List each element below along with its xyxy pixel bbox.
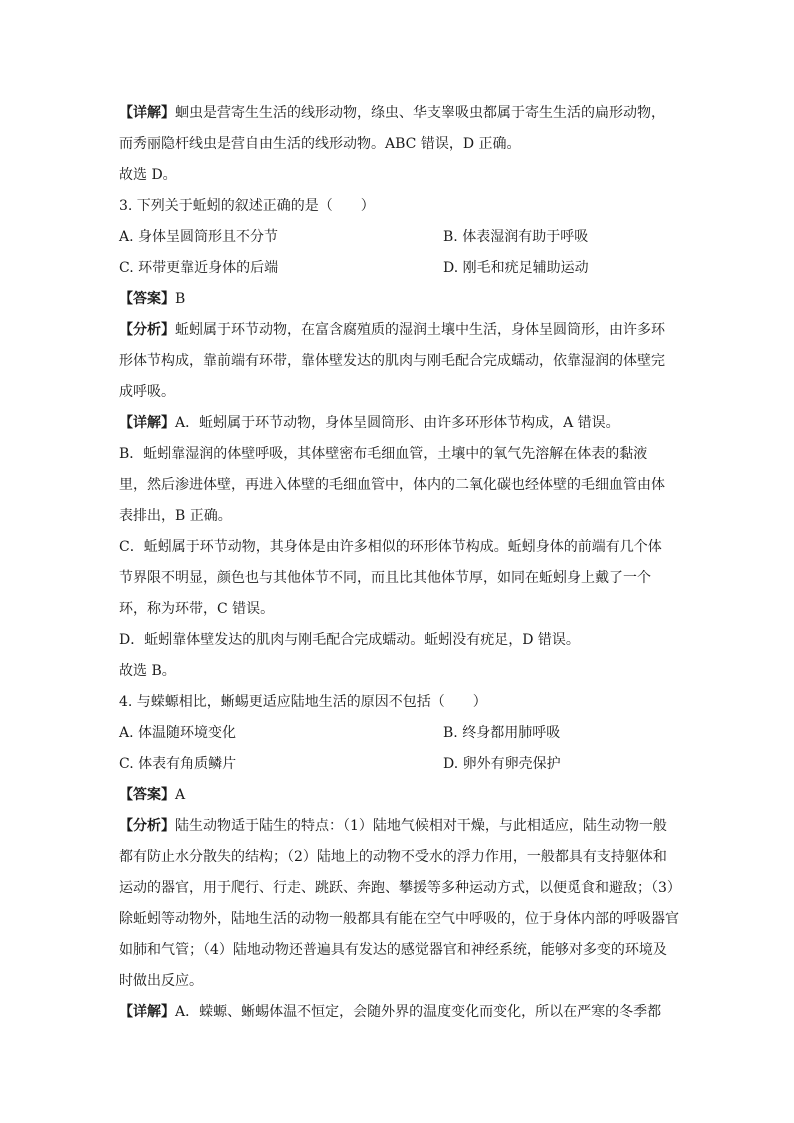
text-line [119,501,679,532]
q4-option-c: C. 体表有角质鳞片 [119,756,237,772]
line-text: A．蚯蚓属于环节动物，身体呈圆筒形、由许多环形体节构成，A 错误。 [175,415,620,431]
text-line [119,532,679,563]
line-text: 4. 与蝾螈相比，蜥蜴更适应陆地生活的原因不包括（ ） [119,694,487,710]
line-text: 形体节构成，靠前端有环带，靠体壁发达的肌肉与刚毛配合完成蠕动，依靠湿润的体壁完 [119,353,665,369]
section-tag: 【答案】 [119,291,175,307]
text-line [119,160,679,191]
q4-analysis [119,811,679,842]
section-tag: 【详解】 [119,415,175,431]
q3-option-d: D. 刚毛和疣足辅助运动 [443,260,589,276]
text-line [119,439,679,470]
line-text: 里，然后渗进体壁，再进入体壁的毛细血管中，体内的二氧化碳也经体壁的毛细血管由体 [119,477,665,493]
line-text: 成呼吸。 [119,384,175,400]
line-text: 时做出反应。 [119,973,203,989]
q4-option-d: D. 卵外有卵壳保护 [443,756,561,772]
line-text: 环，称为环带，C 错误。 [119,601,275,617]
line-text: 节界限不明显，颜色也与其他体节不同，而且比其他体节厚，如同在蚯蚓身上戴了一个 [119,570,651,586]
q4-options-row-1 [119,718,679,749]
line-text: 都有防止水分散失的结构；（2）陆地上的动物不受水的浮力作用，一般都具有支持躯体和 [119,849,667,865]
text-line [119,873,679,904]
text-line [119,966,679,997]
q3-option-a: A. 身体呈圆筒形且不分节 [119,229,279,245]
line-text: 故选 B。 [119,663,176,679]
line-text: A [175,787,186,803]
section-tag: 【分析】 [119,818,175,834]
q4-option-b: B. 终身都用肺呼吸 [443,725,561,741]
q3-option-b: B. 体表湿润有助于呼吸 [443,229,589,245]
section-tag: 【分析】 [119,322,175,338]
text-line [119,470,679,501]
q3-options-row-1 [119,222,679,253]
document-page [119,98,679,1028]
line-text: D．蚯蚓靠体壁发达的肌肉与刚毛配合完成蠕动。蚯蚓没有疣足，D 错误。 [119,632,580,648]
q4-detail [119,997,679,1028]
line-text: 蚯蚓属于环节动物，在富含腐殖质的湿润土壤中生活，身体呈圆筒形，由许多环 [175,322,665,338]
line-text: 陆生动物适于陆生的特点：（1）陆地气候相对干燥，与此相适应，陆生动物一般 [175,818,667,834]
q3-options-row-2 [119,253,679,284]
section-tag: 【详解】 [119,105,175,121]
q4-answer [119,780,679,811]
text-line [119,346,679,377]
line-text: C．蚯蚓属于环节动物，其身体是由许多相似的环形体节构成。蚯蚓身体的前端有几个体 [119,539,662,555]
section-tag: 【答案】 [119,787,175,803]
question-4-stem [119,687,679,718]
text-line [119,563,679,594]
text-line [119,594,679,625]
line-text: 3. 下列关于蚯蚓的叙述正确的是（ ） [119,198,375,214]
section-tag: 【详解】 [119,1004,175,1020]
line-text: 如肺和气管；（4）陆地动物还普遍具有发达的感觉器官和神经系统，能够对多变的环境及 [119,942,667,958]
line-text: A．蝾螈、蜥蜴体温不恒定，会随外界的温度变化而变化，所以在严寒的冬季都 [175,1004,662,1020]
q4-option-a: A. 体温随环境变化 [119,725,237,741]
line-text: 故选 D。 [119,167,177,183]
q3-analysis [119,315,679,346]
line-text: B [175,291,186,307]
question-3-stem [119,191,679,222]
q3-answer [119,284,679,315]
text-line [119,377,679,408]
line-text: B．蚯蚓靠湿润的体壁呼吸，其体壁密布毛细血管，土壤中的氧气先溶解在体表的黏液 [119,446,648,462]
line-text: 除蚯蚓等动物外，陆地生活的动物一般都具有能在空气中呼吸的，位于身体内部的呼吸器官 [119,911,679,927]
line-text: 表排出，B 正确。 [119,508,232,524]
text-line [119,129,679,160]
text-line [119,625,679,656]
text-line [119,842,679,873]
text-line [119,656,679,687]
q3-detail [119,408,679,439]
text-line [119,904,679,935]
q3-option-c: C. 环带更靠近身体的后端 [119,260,279,276]
line-text: 运动的器官，用于爬行、行走、跳跃、奔跑、攀援等多种运动方式，以便觅食和避敌；（3） [119,880,681,896]
text-line [119,98,679,129]
line-text: 而秀丽隐杆线虫是营自由生活的线形动物。ABC 错误，D 正确。 [119,136,521,152]
line-text: 蛔虫是营寄生生活的线形动物，绦虫、华支睾吸虫都属于寄生生活的扁形动物， [175,105,665,121]
text-line [119,935,679,966]
q4-options-row-2 [119,749,679,780]
